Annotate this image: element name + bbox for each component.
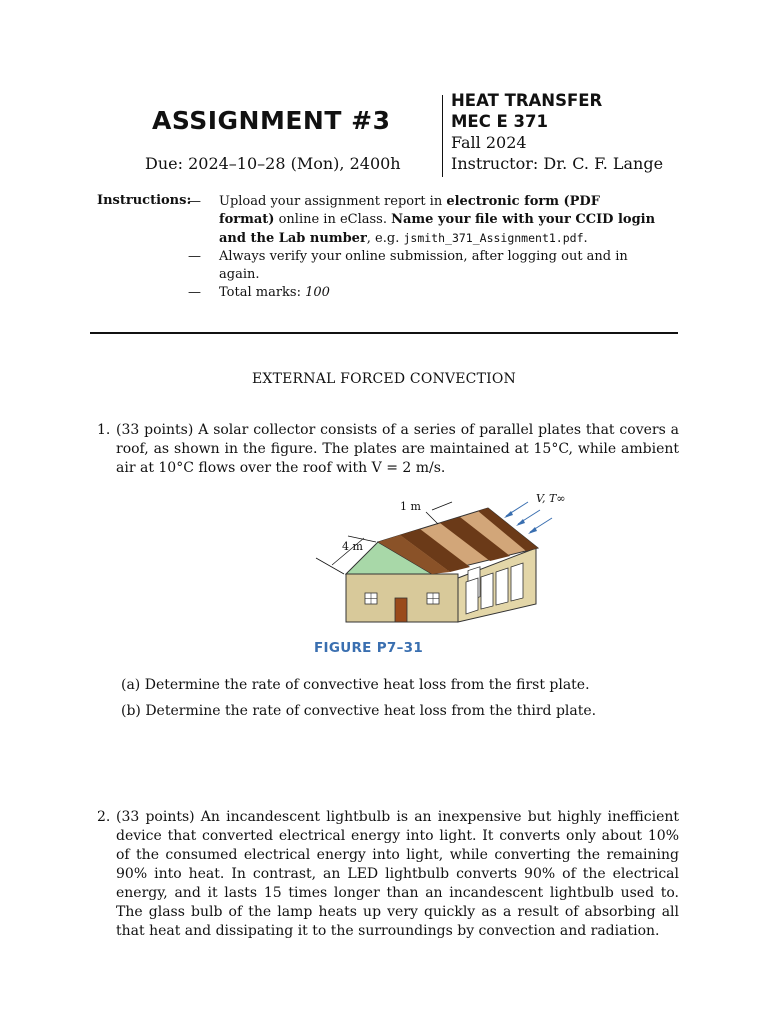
problem-text: (33 points) An incandescent lightbulb is an inexpensive but highly inefficient device that converted electrical energy into light. It converts only about 10% of the consumed electrical energy into light, while converting the remaining 90% into heat. In contrast, an LED lightbulb converts 90% of the electrical energy, and it lasts 15 times longer than an incandescent lightbulb used to. The glass bulb of the lamp heats up very quickly as a result of absorbing all that heat and dissipating it to the surroundings by convection and radiation.	[116, 809, 679, 939]
file-name-example: jsmith_371_Assignment1.pdf	[403, 231, 584, 245]
course-instructor: Instructor: Dr. C. F. Lange	[451, 154, 664, 173]
instruction-item: — Always verify your online submission, after logging out and in again.	[188, 249, 628, 282]
total-marks: 100	[305, 285, 330, 300]
course-info	[451, 90, 663, 174]
subquestion-b: (b) Determine the rate of convective heat loss from the third plate.	[121, 703, 597, 719]
flow-label: V, T∞	[536, 492, 566, 505]
solar-collector-figure	[310, 490, 580, 635]
course-term: Fall 2024	[451, 133, 527, 152]
instruction-item: — Total marks: 100	[188, 285, 330, 300]
subquestion-a: (a) Determine the rate of convective heat loss from the first plate.	[121, 677, 590, 693]
instruction-item: — Upload your assignment report in electronic form (PDF format) online in eClass. Name your file with your CCID login and the Lab number, e.g. jsmith_371_Assignment1.pdf.	[188, 194, 656, 246]
problem-1	[97, 421, 679, 478]
section-divider	[90, 332, 678, 334]
problem-text: (33 points) A solar collector consists of a series of parallel plates that covers a roof, as shown in the figure. The plates are maintained at 15°C, while ambient air at 10°C flows over the roof with V = 2 m/s.	[116, 422, 679, 476]
house-illustration	[310, 490, 580, 635]
section-title: EXTERNAL FORCED CONVECTION	[251, 371, 516, 387]
instructions-list	[188, 193, 658, 302]
dimension-label-4m: 4 m	[342, 540, 363, 553]
course-code: MEC E 371	[451, 112, 549, 131]
assignment-title: ASSIGNMENT #3	[152, 106, 391, 135]
dimension-label-1m: 1 m	[400, 500, 421, 513]
course-name: HEAT TRANSFER	[451, 91, 603, 110]
instructions-label: Instructions:	[97, 193, 192, 208]
problem-number: 1.	[97, 422, 111, 438]
problem-2	[97, 808, 679, 941]
due-date: Due: 2024–10–28 (Mon), 2400h	[145, 154, 401, 173]
header-divider	[442, 95, 443, 177]
figure-caption: FIGURE P7–31	[314, 640, 424, 656]
problem-number: 2.	[97, 809, 111, 825]
